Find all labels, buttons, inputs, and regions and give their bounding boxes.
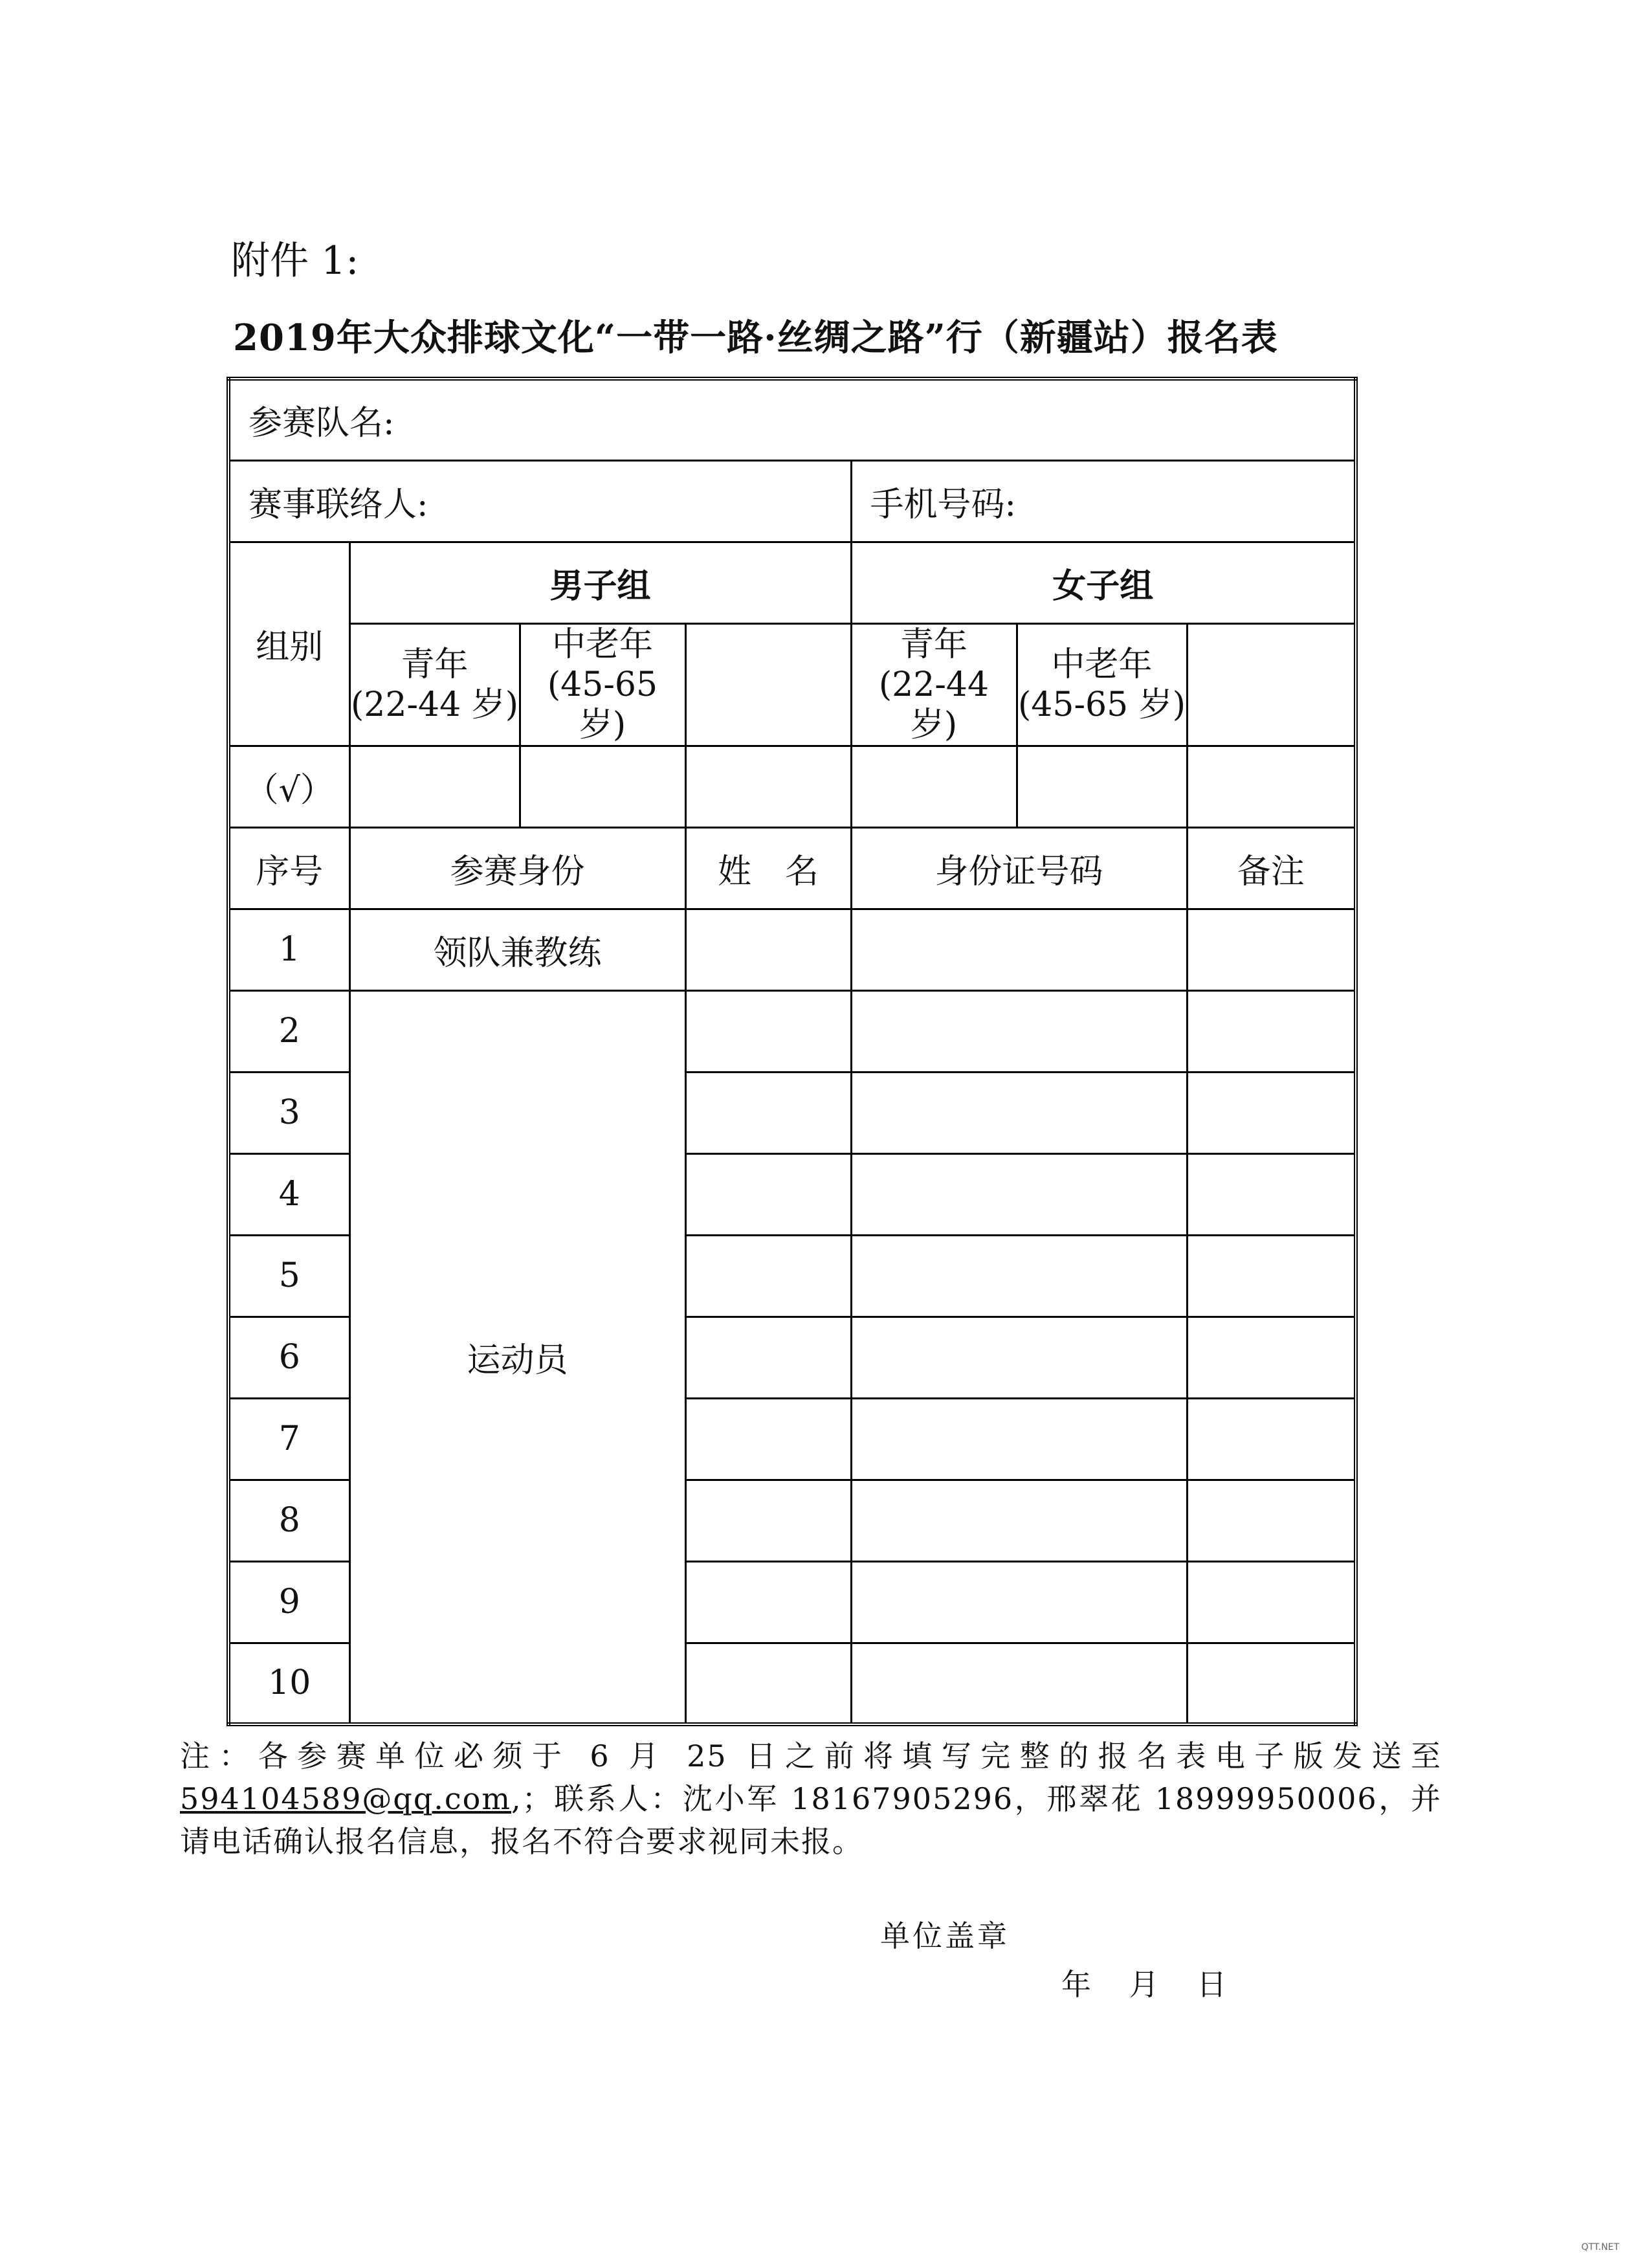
id-cell[interactable] bbox=[851, 1317, 1187, 1398]
row-number: 4 bbox=[228, 1153, 349, 1235]
male-senior-age: (45-65 岁) bbox=[547, 665, 658, 744]
name-cell[interactable] bbox=[685, 909, 851, 990]
registration-table bbox=[227, 377, 1358, 1726]
table-row bbox=[228, 909, 1356, 990]
female-senior-check[interactable] bbox=[1017, 746, 1187, 827]
female-senior-header bbox=[1017, 623, 1187, 746]
name-cell[interactable] bbox=[685, 1072, 851, 1153]
submission-note bbox=[180, 1735, 1442, 1863]
male-group-header: 男子组 bbox=[349, 542, 851, 623]
remark-cell[interactable] bbox=[1187, 990, 1356, 1072]
id-cell[interactable] bbox=[851, 909, 1187, 990]
id-cell[interactable] bbox=[851, 1480, 1187, 1561]
female-blank-check[interactable] bbox=[1187, 746, 1356, 827]
col-name-header: 姓 名 bbox=[685, 827, 851, 909]
name-cell[interactable] bbox=[685, 1153, 851, 1235]
remark-cell[interactable] bbox=[1187, 1317, 1356, 1398]
group-label: 组别 bbox=[228, 542, 349, 746]
male-youth-label: 青年 bbox=[401, 645, 469, 684]
unit-stamp-label: 单位盖章 bbox=[880, 1918, 1010, 1953]
male-youth-age: (22-44 岁) bbox=[350, 685, 518, 724]
team-name-label: 参赛队名: bbox=[249, 404, 395, 443]
name-cell[interactable] bbox=[685, 1235, 851, 1317]
remark-cell[interactable] bbox=[1187, 1153, 1356, 1235]
note-prefix: 注：各参赛单位必须于 6 月 25 日之前将填写完整的报名表电子版发送至 bbox=[180, 1739, 1442, 1773]
name-cell[interactable] bbox=[685, 990, 851, 1072]
row-number: 7 bbox=[228, 1398, 349, 1480]
female-blank-header bbox=[1187, 623, 1356, 746]
watermark: QTT.NET bbox=[1581, 2242, 1619, 2252]
id-cell[interactable] bbox=[851, 990, 1187, 1072]
female-group-header: 女子组 bbox=[851, 542, 1356, 623]
remark-cell[interactable] bbox=[1187, 1643, 1356, 1724]
male-senior-check[interactable] bbox=[520, 746, 685, 827]
date-label: 年 月 日 bbox=[1061, 1967, 1228, 2002]
contact-email[interactable]: 594104589@qq.com bbox=[180, 1781, 511, 1816]
contact-label: 赛事联络人: bbox=[249, 485, 428, 524]
male-senior-header bbox=[520, 623, 685, 746]
female-youth-header bbox=[851, 623, 1017, 746]
name-cell[interactable] bbox=[685, 1643, 851, 1724]
contact-field[interactable] bbox=[228, 460, 851, 542]
row-number: 3 bbox=[228, 1072, 349, 1153]
remark-cell[interactable] bbox=[1187, 1480, 1356, 1561]
row-number: 5 bbox=[228, 1235, 349, 1317]
male-youth-check[interactable] bbox=[349, 746, 520, 827]
remark-cell[interactable] bbox=[1187, 1072, 1356, 1153]
col-id-header: 身份证号码 bbox=[851, 827, 1187, 909]
female-youth-age: (22-44 岁) bbox=[878, 665, 989, 744]
id-cell[interactable] bbox=[851, 1561, 1187, 1643]
row-number: 6 bbox=[228, 1317, 349, 1398]
male-blank-check[interactable] bbox=[685, 746, 851, 827]
phone-label: 手机号码: bbox=[870, 485, 1017, 524]
name-cell[interactable] bbox=[685, 1561, 851, 1643]
check-label: （√） bbox=[228, 746, 349, 827]
form-title: 2019年大众排球文化“一带一路·丝绸之路”行（新疆站）报名表 bbox=[233, 317, 1278, 359]
team-name-field[interactable] bbox=[228, 379, 1356, 460]
female-senior-label: 中老年 bbox=[1051, 645, 1153, 684]
role-athlete: 运动员 bbox=[349, 990, 685, 1724]
row-number: 9 bbox=[228, 1561, 349, 1643]
male-youth-header bbox=[349, 623, 520, 746]
name-cell[interactable] bbox=[685, 1317, 851, 1398]
remark-cell[interactable] bbox=[1187, 1235, 1356, 1317]
male-senior-label: 中老年 bbox=[551, 625, 653, 664]
female-youth-check[interactable] bbox=[851, 746, 1017, 827]
female-senior-age: (45-65 岁) bbox=[1017, 685, 1186, 724]
row-number: 2 bbox=[228, 990, 349, 1072]
id-cell[interactable] bbox=[851, 1398, 1187, 1480]
col-role-header: 参赛身份 bbox=[349, 827, 685, 909]
male-blank-header bbox=[685, 623, 851, 746]
row-number: 8 bbox=[228, 1480, 349, 1561]
row-number: 10 bbox=[228, 1643, 349, 1724]
row-number: 1 bbox=[228, 909, 349, 990]
name-cell[interactable] bbox=[685, 1480, 851, 1561]
id-cell[interactable] bbox=[851, 1643, 1187, 1724]
role-leader: 领队兼教练 bbox=[349, 909, 685, 990]
remark-cell[interactable] bbox=[1187, 909, 1356, 990]
id-cell[interactable] bbox=[851, 1153, 1187, 1235]
remark-cell[interactable] bbox=[1187, 1561, 1356, 1643]
note-suffix: ,；联系人：沈小军 18167905296，邢翠花 18999950006，并请电话确认报名信息，报名不符合要求视同未报。 bbox=[180, 1781, 1442, 1859]
phone-field[interactable] bbox=[851, 460, 1356, 542]
col-no-header: 序号 bbox=[228, 827, 349, 909]
name-cell[interactable] bbox=[685, 1398, 851, 1480]
remark-cell[interactable] bbox=[1187, 1398, 1356, 1480]
attachment-label: 附件 1: bbox=[231, 238, 359, 284]
id-cell[interactable] bbox=[851, 1072, 1187, 1153]
female-youth-label: 青年 bbox=[900, 625, 967, 664]
col-remark-header: 备注 bbox=[1187, 827, 1356, 909]
table-row bbox=[228, 990, 1356, 1072]
id-cell[interactable] bbox=[851, 1235, 1187, 1317]
